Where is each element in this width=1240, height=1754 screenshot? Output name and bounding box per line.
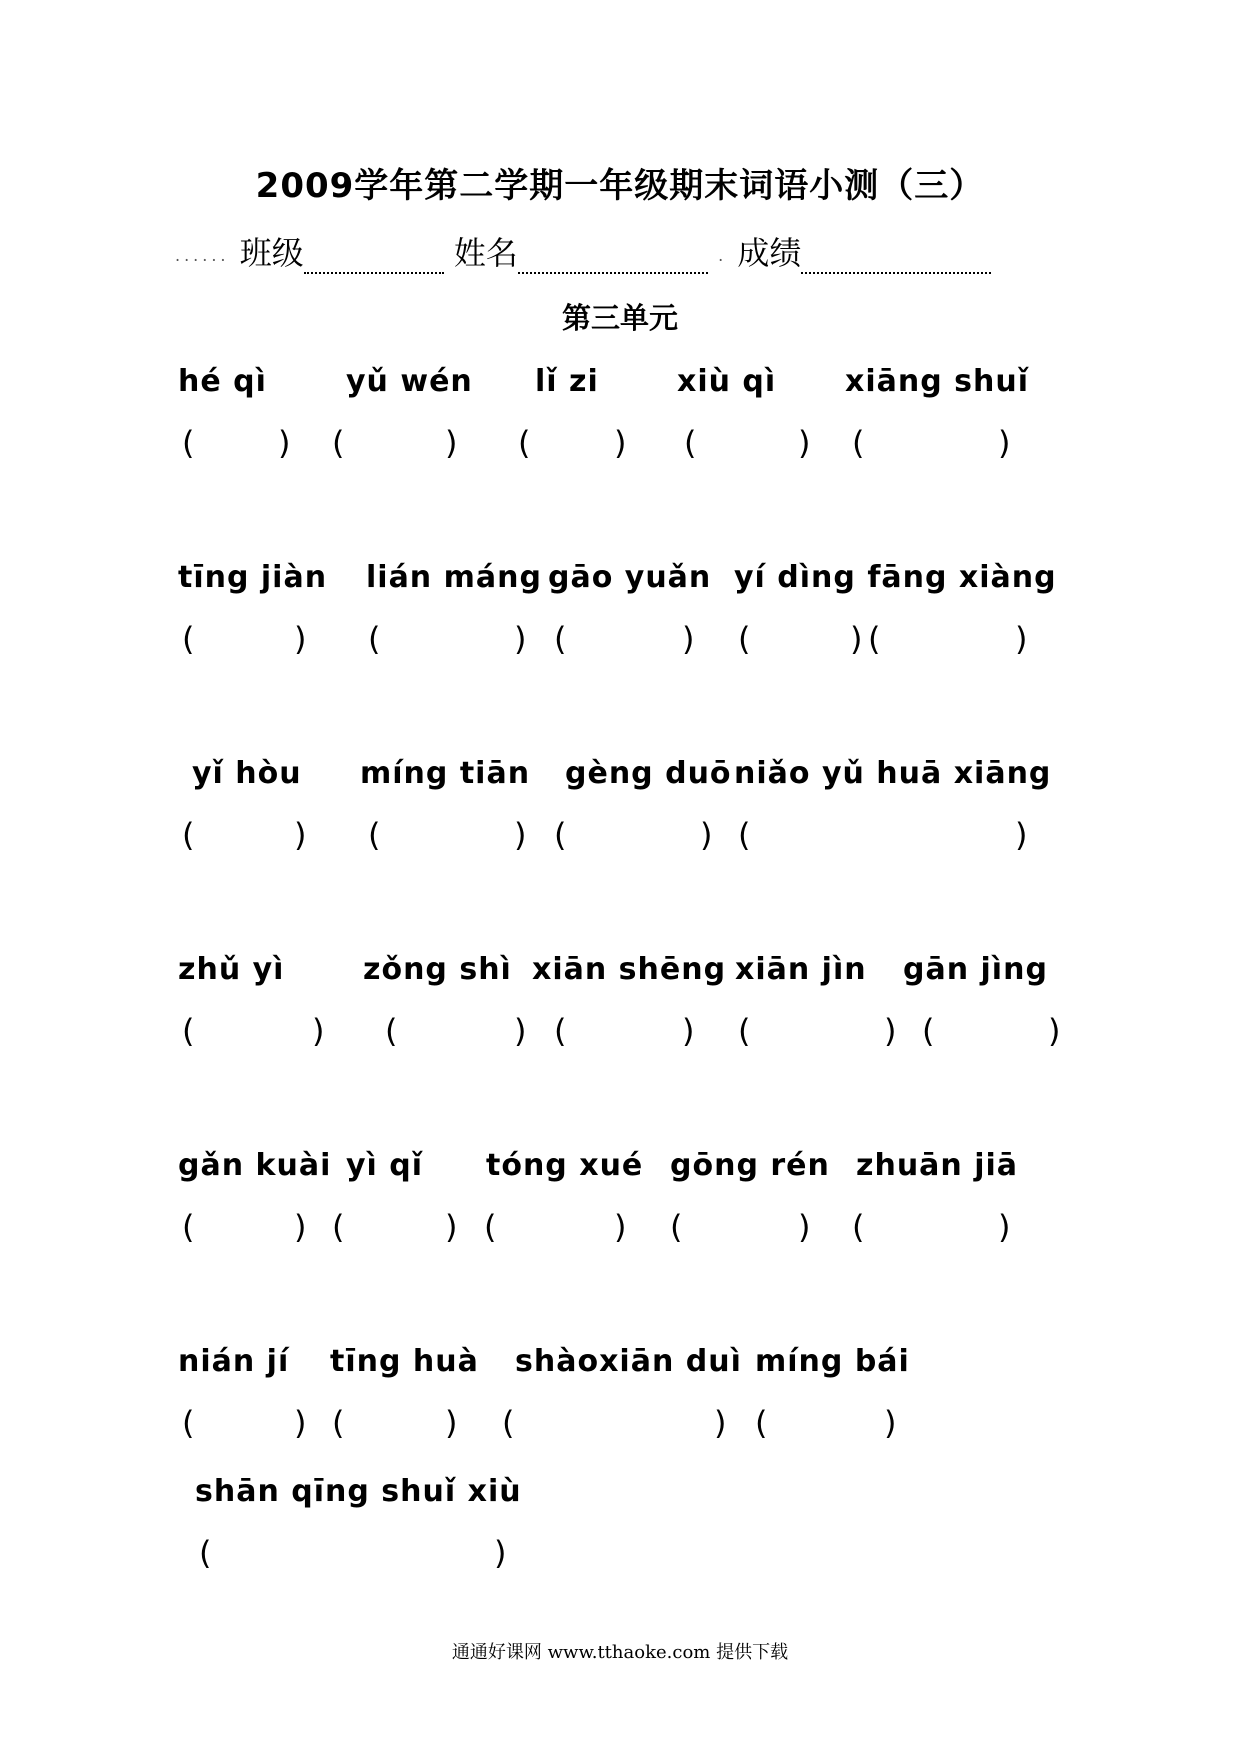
paren-open: ( [852, 1208, 866, 1246]
answer-row-3 [0, 816, 1240, 856]
footer-credit: 通通好课网 www.tthaoke.com 提供下载 [451, 1642, 789, 1663]
paren-open: ( [332, 1404, 346, 1442]
paren-close: ) [798, 424, 812, 462]
pinyin-word: zhǔ yì [178, 952, 285, 987]
paren-close: ) [850, 620, 864, 658]
pinyin-word: gōng rén [670, 1148, 830, 1183]
pinyin-row-3 [0, 756, 1240, 796]
paren-close: ) [682, 620, 696, 658]
paren-close: ) [294, 1208, 308, 1246]
pinyin-word: zǒng shì [363, 952, 512, 987]
paren-open: ( [554, 816, 568, 854]
pinyin-word: xiāng shuǐ [845, 364, 1030, 399]
paren-open: ( [738, 620, 752, 658]
paren-open: ( [684, 424, 698, 462]
paren-close: ) [445, 1404, 459, 1442]
paren-close: ) [445, 424, 459, 462]
paren-close: ) [1015, 620, 1029, 658]
paren-open: ( [182, 1012, 196, 1050]
paren-open: ( [182, 424, 196, 462]
answer-row-7 [0, 1534, 1240, 1574]
paren-open: ( [670, 1208, 684, 1246]
paren-close: ) [682, 1012, 696, 1050]
pinyin-word: xiān jìn [735, 952, 867, 987]
class-label: 班级 [239, 234, 304, 272]
paren-close: ) [312, 1012, 326, 1050]
paren-open: ( [182, 620, 196, 658]
pinyin-word: nián jí [178, 1344, 290, 1379]
paren-close: ) [998, 1208, 1012, 1246]
pinyin-word: gān jìng [903, 952, 1048, 987]
pinyin-row-2 [0, 560, 1240, 600]
pinyin-row-7 [0, 1474, 1240, 1514]
pinyin-row-4 [0, 952, 1240, 992]
paren-open: ( [738, 1012, 752, 1050]
paren-close: ) [514, 816, 528, 854]
paren-open: ( [554, 1012, 568, 1050]
pinyin-word: tīng jiàn [178, 560, 328, 595]
paren-open: ( [922, 1012, 936, 1050]
paren-open: ( [199, 1534, 213, 1572]
paren-close: ) [714, 1404, 728, 1442]
pinyin-row-5 [0, 1148, 1240, 1188]
pinyin-word: niǎo yǔ huā xiāng [734, 756, 1052, 791]
paren-open: ( [554, 620, 568, 658]
pinyin-word: shān qīng shuǐ xiù [195, 1474, 522, 1509]
paren-open: ( [332, 1208, 346, 1246]
paren-open: ( [368, 816, 382, 854]
pinyin-word: xiù qì [677, 364, 777, 399]
pinyin-word: tīng huà [330, 1344, 479, 1379]
paren-close: ) [294, 1404, 308, 1442]
pinyin-word: gèng duō [565, 756, 732, 791]
paren-close: ) [998, 424, 1012, 462]
paren-open: ( [852, 424, 866, 462]
paren-open: ( [518, 424, 532, 462]
paren-open: ( [368, 620, 382, 658]
answer-row-6 [0, 1404, 1240, 1444]
paren-close: ) [294, 620, 308, 658]
name-blank[interactable] [518, 242, 708, 274]
pinyin-word: lǐ zi [535, 364, 599, 399]
paren-close: ) [294, 816, 308, 854]
paren-close: ) [798, 1208, 812, 1246]
paren-close: ) [1048, 1012, 1062, 1050]
pinyin-word: xiān shēng [532, 952, 727, 987]
answer-row-1 [0, 424, 1240, 464]
pinyin-word: yí dìng fāng xiàng [734, 560, 1057, 595]
paren-close: ) [514, 620, 528, 658]
paren-open: ( [868, 620, 882, 658]
paren-close: ) [614, 424, 628, 462]
paren-close: ) [884, 1404, 898, 1442]
paren-close: ) [278, 424, 292, 462]
pinyin-word: gāo yuǎn [548, 560, 712, 595]
score-label: 成绩 [737, 234, 802, 272]
name-label: 姓名 [453, 234, 518, 272]
pinyin-word: shàoxiān duì [515, 1344, 742, 1379]
paren-open: ( [385, 1012, 399, 1050]
pinyin-word: míng tiān [360, 756, 531, 791]
paren-close: ) [494, 1534, 508, 1572]
leader-dots: ...... [175, 246, 230, 265]
paren-close: ) [445, 1208, 459, 1246]
pinyin-word: lián máng [366, 560, 542, 595]
pinyin-word: yǐ hòu [192, 756, 302, 791]
answer-row-2 [0, 620, 1240, 660]
paren-close: ) [614, 1208, 628, 1246]
paren-open: ( [182, 1208, 196, 1246]
pinyin-word: zhuān jiā [856, 1148, 1019, 1183]
answer-row-4 [0, 1012, 1240, 1052]
paren-open: ( [502, 1404, 516, 1442]
paren-open: ( [484, 1208, 498, 1246]
pinyin-word: hé qì [178, 364, 267, 399]
paren-open: ( [738, 816, 752, 854]
paren-open: ( [182, 816, 196, 854]
pinyin-word: tóng xué [486, 1148, 644, 1183]
pinyin-word: yǔ wén [346, 364, 473, 399]
worksheet-title: 2009学年第二学期一年级期末词语小测（三） [255, 166, 985, 206]
paren-close: ) [1015, 816, 1029, 854]
student-info-line [175, 228, 991, 274]
answer-row-5 [0, 1208, 1240, 1248]
pinyin-word: yì qǐ [346, 1148, 424, 1183]
score-blank[interactable] [801, 242, 991, 274]
paren-close: ) [700, 816, 714, 854]
paren-open: ( [332, 424, 346, 462]
paren-open: ( [755, 1404, 769, 1442]
paren-close: ) [514, 1012, 528, 1050]
pinyin-row-6 [0, 1344, 1240, 1384]
class-blank[interactable] [304, 242, 444, 274]
pinyin-word: míng bái [755, 1344, 910, 1379]
paren-close: ) [884, 1012, 898, 1050]
unit-heading: 第三单元 [561, 301, 678, 335]
pinyin-row-1 [0, 364, 1240, 404]
paren-open: ( [182, 1404, 196, 1442]
leader-dot: . [718, 246, 728, 265]
pinyin-word: gǎn kuài [178, 1148, 332, 1183]
